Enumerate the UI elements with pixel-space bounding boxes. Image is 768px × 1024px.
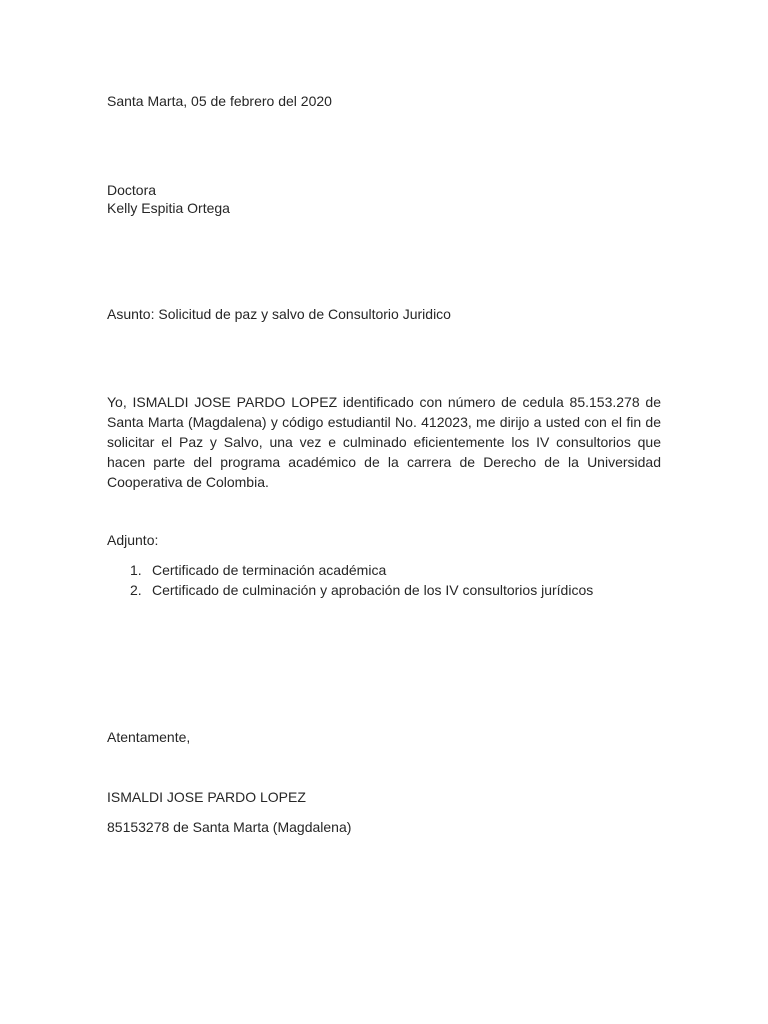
- subject-line: Asunto: Solicitud de paz y salvo de Consultorio Juridico: [107, 306, 451, 322]
- place-date: Santa Marta, 05 de febrero del 2020: [107, 93, 332, 109]
- attachment-number: 1.: [130, 562, 142, 578]
- recipient-title: Doctora: [107, 182, 157, 198]
- signature-name: ISMALDI JOSE PARDO LOPEZ: [107, 789, 306, 805]
- attachment-item: [130, 560, 593, 580]
- body-paragraph: Yo, ISMALDI JOSE PARDO LOPEZ identificado con número de cedula 85.153.278 de Santa Marta (Magdalena) y código estudiantil No. 412023, me dirijo a usted con el fin de solicitar el Paz y Salvo, una vez e culminado eficientemente los IV consultorios que hacen parte del programa académico de la carrera de Derecho de la Universidad Cooperativa de Colombia.: [107, 394, 661, 490]
- attachment-text: Certificado de culminación y aprobación de los IV consultorios jurídicos: [152, 582, 594, 598]
- signature-id: 85153278 de Santa Marta (Magdalena): [107, 819, 352, 835]
- attachment-text: Certificado de terminación académica: [152, 562, 387, 578]
- closing: Atentamente,: [107, 729, 191, 745]
- attachments-list: [130, 560, 593, 600]
- attachments-label: Adjunto:: [107, 532, 159, 548]
- attachment-item: [130, 580, 593, 600]
- attachment-number: 2.: [130, 582, 142, 598]
- recipient-name: Kelly Espitia Ortega: [107, 200, 230, 216]
